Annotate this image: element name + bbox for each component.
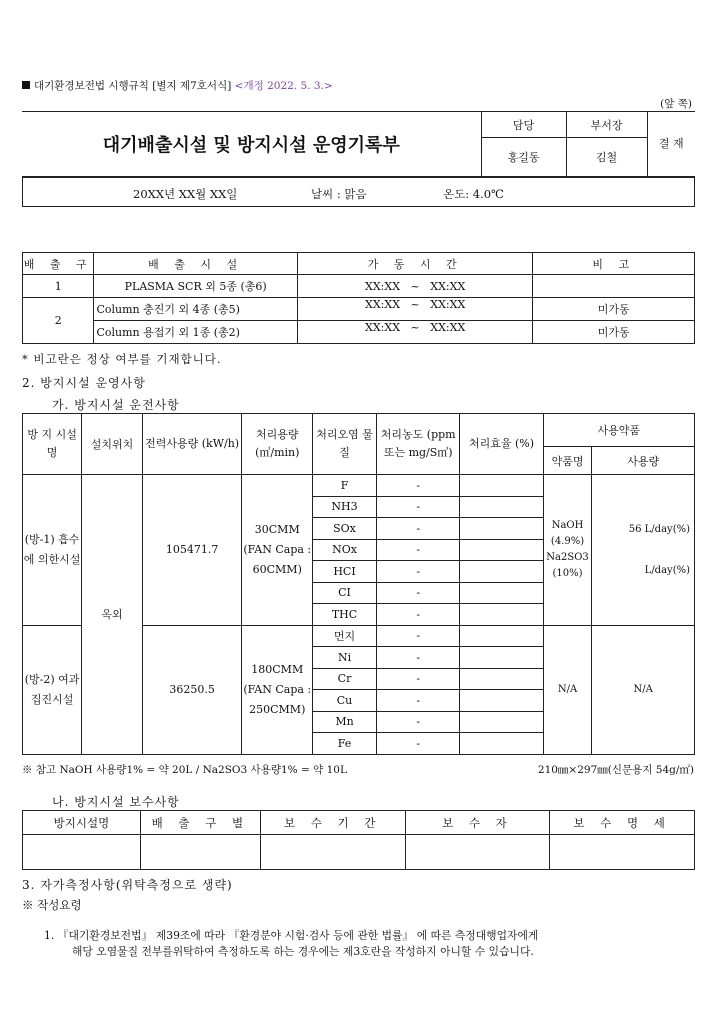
regulation-text: 대기환경보전법 시행규칙 [별지 제7호서식] <box>34 80 232 92</box>
title-cell <box>22 112 481 177</box>
efficiency-cell <box>460 604 543 626</box>
chem-usage-line: L/day(%) <box>644 564 690 576</box>
header-facility-name: 방 지 시설명 <box>23 414 82 475</box>
group1-name: (방-1) 흡수에 의한시설 <box>23 475 82 626</box>
header-concentration: 처리농도 (ppm 또는 mg/S㎥) <box>376 414 459 475</box>
header-repair-period: 보 수 기 간 <box>260 811 405 835</box>
end-time: XX:XX <box>430 321 466 334</box>
repair-cell <box>550 835 695 870</box>
efficiency-cell <box>460 625 543 647</box>
emission-table <box>22 252 695 344</box>
end-time: XX:XX <box>430 279 466 293</box>
header-efficiency: 처리효율 (%) <box>460 414 543 475</box>
header-chem-name: 약품명 <box>543 447 592 475</box>
time-separator: ~ <box>410 298 420 311</box>
table-row <box>23 298 695 321</box>
pollutant-cell: NOx <box>313 539 377 561</box>
remark-cell <box>533 275 695 298</box>
repair-cell <box>140 835 260 870</box>
pollutant-cell: THC <box>313 604 377 626</box>
approver2-name: 김철 <box>566 138 647 177</box>
start-time: XX:XX <box>365 279 401 293</box>
approval-label: 결 재 <box>647 112 695 177</box>
header-chemicals: 사용약품 <box>543 414 694 447</box>
header-power: 전력사용량 (kW/h) <box>142 414 242 475</box>
chem-usage-gap <box>592 535 690 565</box>
outlet-cell: 1 <box>23 275 94 298</box>
efficiency-cell <box>460 668 543 690</box>
pollutant-cell: Cr <box>313 668 377 690</box>
header-repair-outlet: 배 출 구 별 <box>140 811 260 835</box>
paper-size-note: 210㎜×297㎜(신문용지 54g/㎡) <box>537 764 694 776</box>
group2-chem-name: N/A <box>543 625 592 754</box>
revision-text: <개정 2022. 5. 3.> <box>234 80 333 92</box>
time-separator: ~ <box>410 321 420 334</box>
header-pollutant: 처리오염 물 질 <box>313 414 377 475</box>
weather-text: 날씨 : 맑음 <box>311 187 367 201</box>
start-time: XX:XX <box>365 298 401 311</box>
remark-cell: 미가동 <box>533 298 695 321</box>
approver1-role: 담당 <box>481 112 566 138</box>
header-location: 설치위치 <box>82 414 143 475</box>
pollutant-cell: Mn <box>313 711 377 733</box>
concentration-cell: - <box>376 561 459 583</box>
repair-cell <box>405 835 550 870</box>
concentration-cell: - <box>376 625 459 647</box>
header-flow: 처리용량 (㎥/min) <box>242 414 313 475</box>
concentration-cell: - <box>376 668 459 690</box>
concentration-cell: - <box>376 475 459 497</box>
header-facility: 배 출 시 설 <box>94 253 297 275</box>
pollutant-cell: CI <box>313 582 377 604</box>
header-repair-facility: 방지시설명 <box>23 811 141 835</box>
pollutant-cell: NH3 <box>313 496 377 518</box>
concentration-cell: - <box>376 496 459 518</box>
efficiency-cell <box>460 539 543 561</box>
table-row <box>23 321 695 344</box>
section2-sub-a: 가. 방지시설 운전사항 <box>52 398 180 412</box>
regulation-line <box>22 78 333 93</box>
header-operating-time: 가 동 시 간 <box>297 253 533 275</box>
date-text: 20XX년 XX월 XX일 <box>133 187 238 201</box>
group2-flow: 180CMM (FAN Capa : 250CMM) <box>242 625 313 754</box>
concentration-cell: - <box>376 690 459 712</box>
footnote-reference: ※ 참고 NaOH 사용량1% = 약 20L / Na2SO3 사용량1% = 약 10L <box>22 764 347 776</box>
header-repair-details: 보 수 명 세 <box>550 811 695 835</box>
efficiency-cell <box>460 496 543 518</box>
pollutant-cell: Fe <box>313 733 377 755</box>
group1-chem-usage <box>592 475 695 626</box>
pollutant-cell: Cu <box>313 690 377 712</box>
outlet-cell: 2 <box>23 298 94 344</box>
page-side-label: (앞 쪽) <box>660 98 692 110</box>
efficiency-cell <box>460 582 543 604</box>
approver2-role: 부서장 <box>566 112 647 138</box>
approver1-name: 홍길동 <box>481 138 566 177</box>
guide-item-1: 1. 『대기환경보전법』 제39조에 따라 『환경분야 시험·검사 등에 관한 법률』 에 따른 측정대행업자에게 <box>44 929 539 942</box>
pollutant-cell: HCI <box>313 561 377 583</box>
facility-cell: Column 용접기 외 1종 (총2) <box>94 321 297 344</box>
group2-power: 36250.5 <box>142 625 242 754</box>
group2-name: (방-2) 여과 집진시설 <box>23 625 82 754</box>
group1-flow: 30CMM (FAN Capa : 60CMM) <box>242 475 313 626</box>
temperature-text: 온도: 4.0℃ <box>443 187 504 201</box>
table-row <box>23 835 695 870</box>
pollutant-cell: F <box>313 475 377 497</box>
concentration-cell: - <box>376 539 459 561</box>
concentration-cell: - <box>376 733 459 755</box>
repair-cell <box>23 835 141 870</box>
section2-sub-b: 나. 방지시설 보수사항 <box>52 795 180 809</box>
title-block <box>22 111 695 177</box>
efficiency-cell <box>460 561 543 583</box>
pollutant-row <box>23 475 695 497</box>
group2-chem-usage: N/A <box>592 625 695 754</box>
efficiency-cell <box>460 647 543 669</box>
efficiency-cell <box>460 711 543 733</box>
operation-table <box>22 413 695 755</box>
chem-usage-line: 56 L/day(%) <box>628 523 690 535</box>
time-cell <box>297 275 533 298</box>
table-row <box>23 275 695 298</box>
square-bullet-icon <box>22 81 30 89</box>
guide-item-1-cont: 해당 오염물질 전부를위탁하여 측정하도록 하는 경우에는 제3호란을 작성하지 아니할 수 있습니다. <box>72 945 534 958</box>
efficiency-cell <box>460 518 543 540</box>
concentration-cell: - <box>376 518 459 540</box>
time-cell <box>297 321 533 344</box>
concentration-cell: - <box>376 711 459 733</box>
start-time: XX:XX <box>365 321 401 334</box>
concentration-cell: - <box>376 582 459 604</box>
pollutant-cell: 먼지 <box>313 625 377 647</box>
header-outlet: 배 출 구 <box>23 253 94 275</box>
section3-title: 3. 자가측정사항(위탁측정으로 생략) <box>22 878 233 892</box>
header-chem-usage: 사용량 <box>592 447 695 475</box>
guide-title: ※ 작성요령 <box>22 898 82 912</box>
header-remark: 비 고 <box>533 253 695 275</box>
facility-cell: PLASMA SCR 외 5종 (총6) <box>94 275 297 298</box>
group1-power: 105471.7 <box>142 475 242 626</box>
time-cell <box>297 298 533 321</box>
concentration-cell: - <box>376 647 459 669</box>
pollutant-cell: Ni <box>313 647 377 669</box>
remark-cell: 미가동 <box>533 321 695 344</box>
time-separator: ~ <box>410 279 420 293</box>
header-repair-person: 보 수 자 <box>405 811 550 835</box>
info-row <box>22 177 695 207</box>
efficiency-cell <box>460 690 543 712</box>
section2-title: 2. 방지시설 운영사항 <box>22 376 146 390</box>
emission-note: * 비고란은 정상 여부를 기재합니다. <box>22 352 222 366</box>
pollutant-cell: SOx <box>313 518 377 540</box>
repair-table <box>22 810 695 870</box>
efficiency-cell <box>460 475 543 497</box>
end-time: XX:XX <box>430 298 466 311</box>
facility-cell: Column 충진기 외 4종 (총5) <box>94 298 297 321</box>
repair-cell <box>260 835 405 870</box>
form-title: 대기배출시설 및 방지시설 운영기록부 <box>102 135 400 156</box>
concentration-cell: - <box>376 604 459 626</box>
group1-chem-name: NaOH (4.9%) Na2SO3 (10%) <box>543 475 592 626</box>
location-cell: 옥외 <box>82 475 143 755</box>
efficiency-cell <box>460 733 543 755</box>
